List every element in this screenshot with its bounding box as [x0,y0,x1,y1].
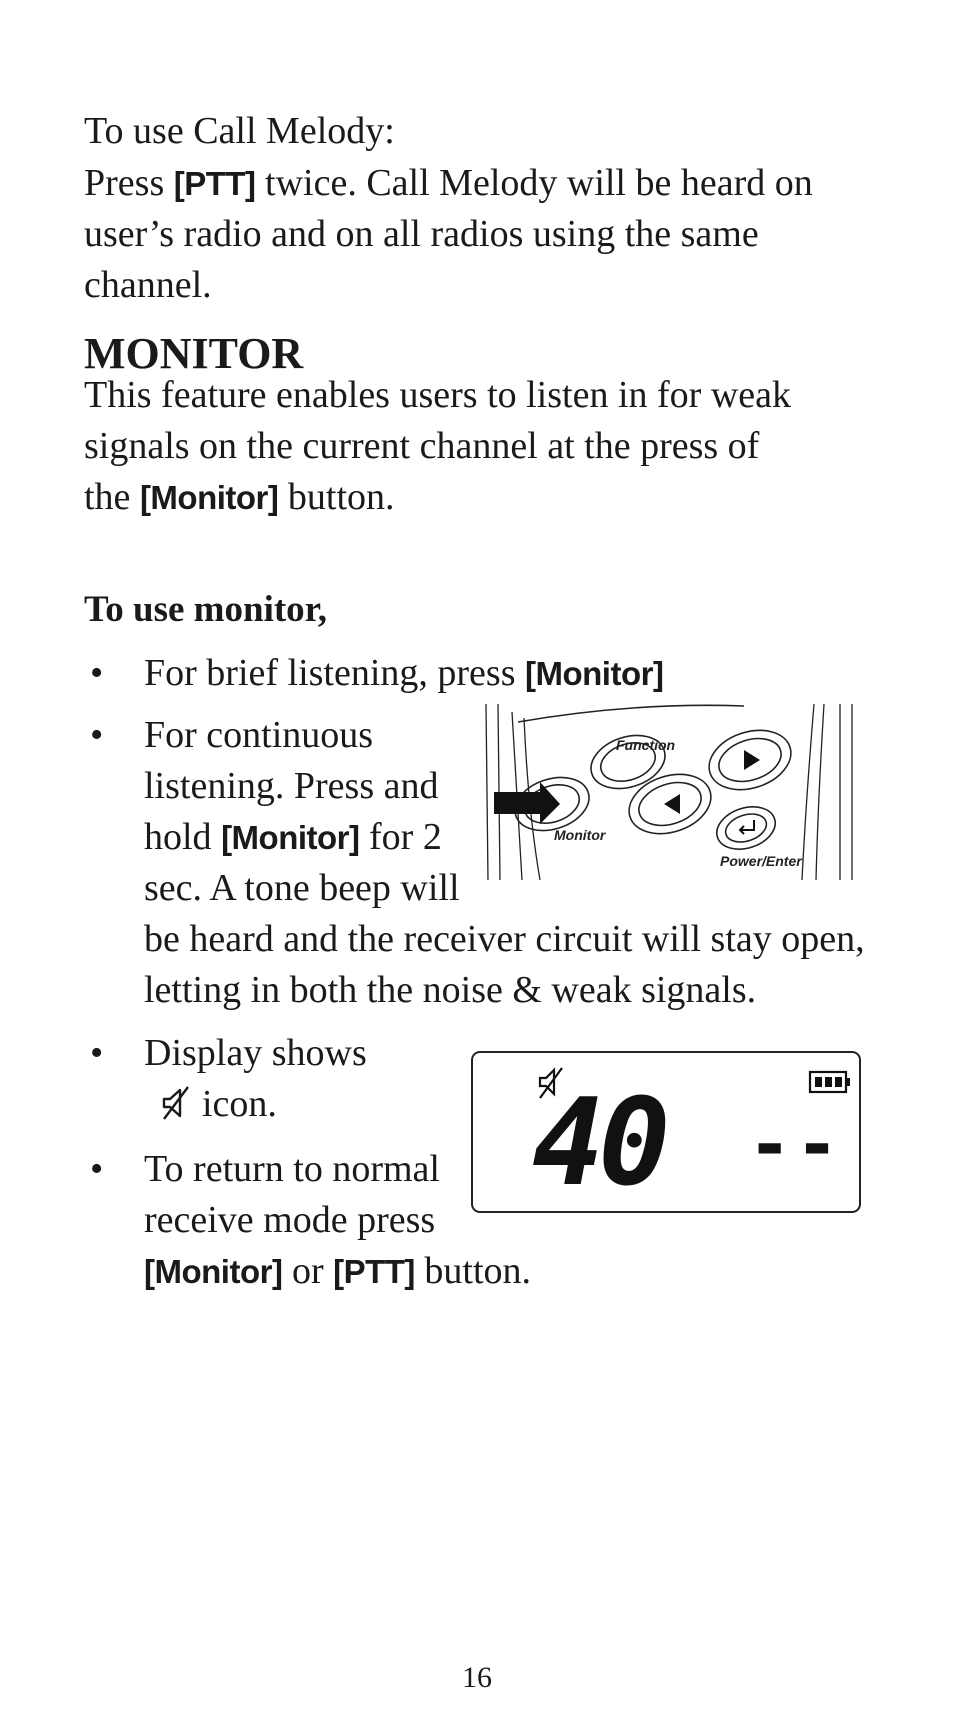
power-enter-label: Power/Enter [720,853,802,869]
monitor-label: Monitor [554,827,606,843]
left-arrow-icon [664,794,680,814]
keypad-illustration [484,700,864,886]
ptt-key-label: [PTT] [333,1253,415,1290]
monitor-speaker-icon [158,1084,196,1122]
right-arrow-icon [744,750,760,770]
subheading-use-monitor: To use monitor, [84,589,327,630]
enter-icon [740,820,754,834]
function-label: Function [616,737,676,753]
privacy-code: -- [748,1102,843,1186]
monitor-description: This feature enables users to listen in for weak signals on the current channel at the press of the [Monitor] button. [84,374,791,518]
power-enter-button[interactable] [711,800,780,857]
bullet-dot: • [90,1148,104,1190]
section-heading-monitor: MONITOR [84,329,304,378]
manual-page: To use Call Melody: Press [PTT] twice. Call Melody will be heard on user’s radio and on all radios using the same channel. MONITOR This feature enables users to listen in for weak signals on the current channel at the press of the [Monitor] button. To use monitor, • For brief listening, press [Monitor] • For continuous listening. Press and hold [Monitor] for 2 sec. A tone beep will be heard and the receiver circuit will stay open, letting in both the noise & weak signals. Function Monitor Power/Enter • Display shows icon. 40 -- • To return to normal receive mode press [Monitor] or [PTT] button. 16 [0,0,954,1735]
left-arrow-button[interactable] [621,764,718,843]
bullet-dot: • [90,652,104,694]
monitor-key-label: [Monitor] [525,655,664,692]
ptt-key-label: [PTT] [173,165,256,202]
channel-number: 40 [532,1074,665,1213]
monitor-key-label: [Monitor] [139,479,279,516]
bullet-dot: • [90,714,104,756]
bullet-dot: • [90,1032,104,1074]
right-arrow-button[interactable] [701,720,798,799]
pointer-arrow-icon [494,782,560,824]
monitor-key-label: [Monitor] [221,819,360,856]
page-number: 16 [462,1661,492,1694]
monitor-key-label: [Monitor] [144,1253,283,1290]
call-melody-instruction: Press [PTT] twice. Call Melody will be heard on user’s radio and on all radios using the same channel. [84,162,813,306]
call-melody-intro: To use Call Melody: [84,110,395,152]
